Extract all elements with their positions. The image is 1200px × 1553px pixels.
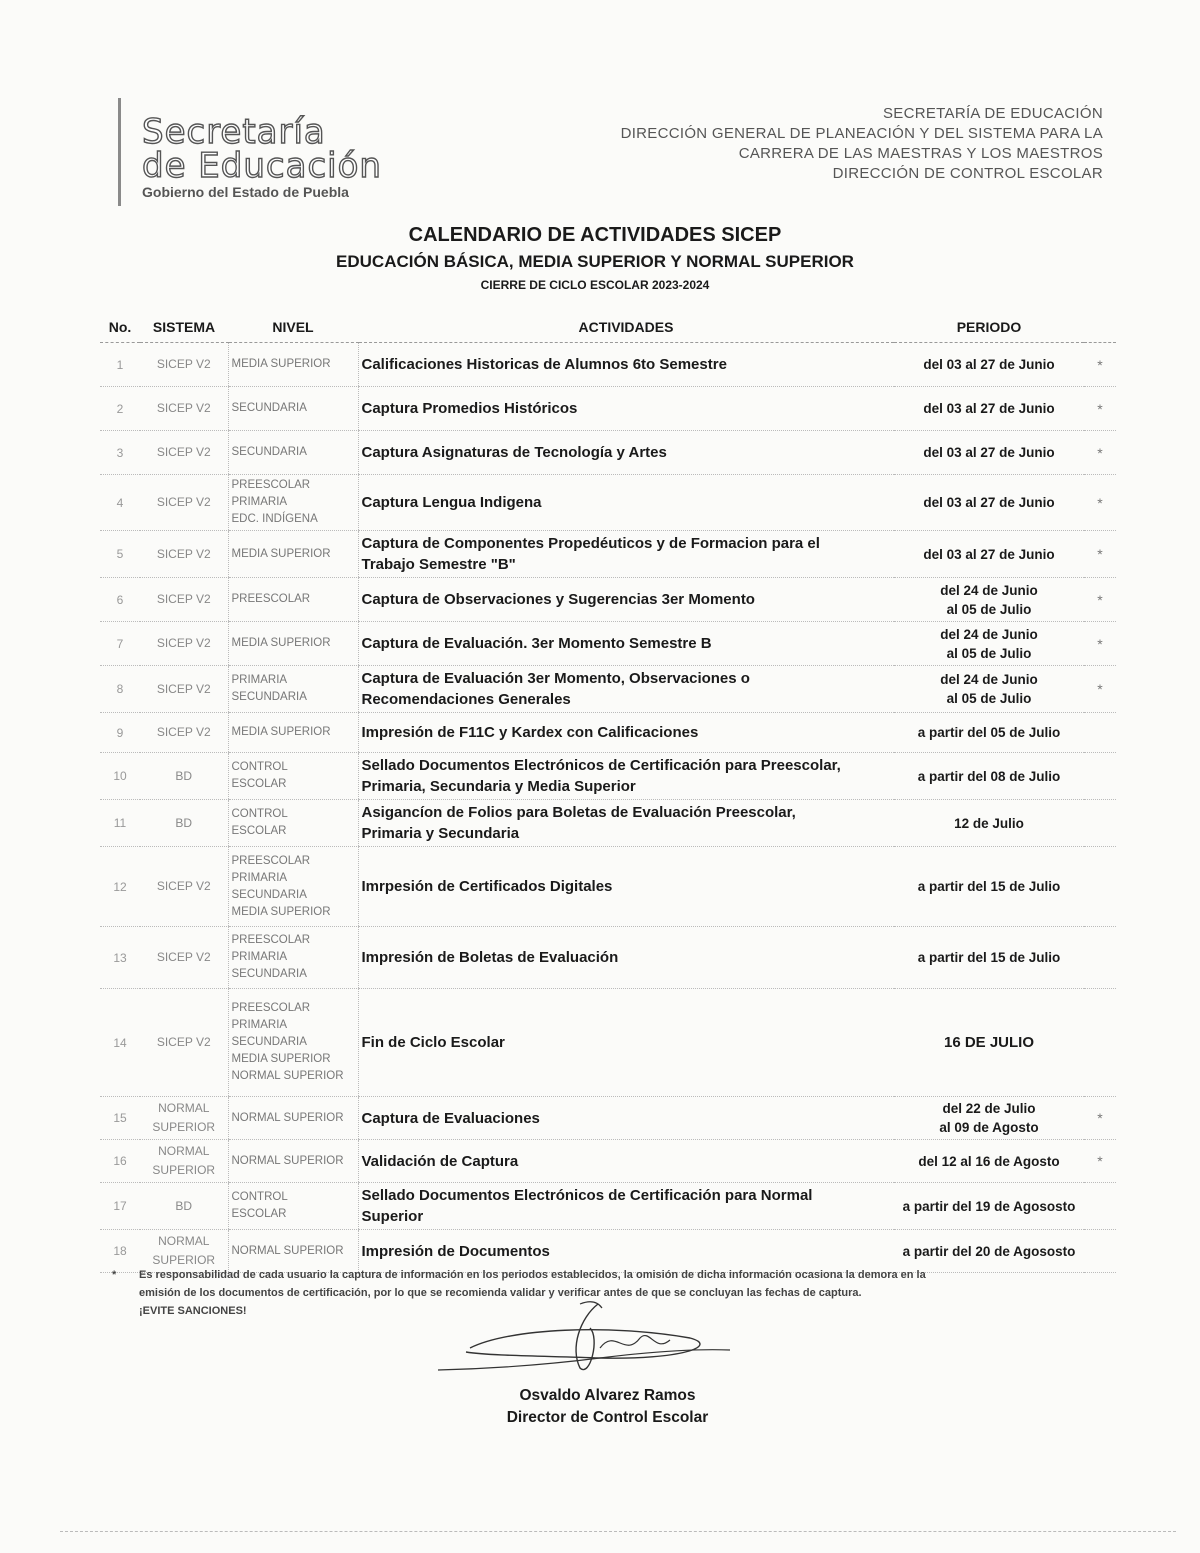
sistema-cell xyxy=(140,1097,228,1140)
activity-cell xyxy=(358,578,894,622)
activity-line: Sellado Documentos Electrónicos de Certificación para Normal xyxy=(361,1187,813,1204)
capture-mark: * xyxy=(1084,666,1116,713)
sistema-cell xyxy=(140,1140,228,1183)
sistema-cell xyxy=(140,431,228,475)
header-actividades: ACTIVIDADES xyxy=(358,312,894,343)
sistema-cell xyxy=(140,800,228,847)
period-cell xyxy=(894,622,1084,666)
table-body xyxy=(100,343,1116,1273)
row-number: 4 xyxy=(100,475,140,531)
issuing-office-header xyxy=(621,104,1103,184)
nivel-line: NORMAL SUPERIOR xyxy=(231,1154,344,1167)
logo-text-line3: Gobierno del Estado de Puebla xyxy=(142,184,349,200)
table-row xyxy=(100,847,1116,927)
period-cell xyxy=(894,531,1084,578)
sistema-line: SUPERIOR xyxy=(152,1120,216,1134)
header-no: No. xyxy=(100,312,140,343)
table-row xyxy=(100,431,1116,475)
nivel-line: SECUNDARIA xyxy=(231,888,307,901)
capture-mark: * xyxy=(1084,531,1116,578)
capture-mark: * xyxy=(1084,622,1116,666)
period-cell xyxy=(894,1097,1084,1140)
sistema-line: SICEP V2 xyxy=(156,879,211,893)
row-number: 14 xyxy=(100,989,140,1097)
signer-name: Osvaldo Alvarez Ramos xyxy=(519,1387,696,1404)
signer-title: Director de Control Escolar xyxy=(506,1409,709,1426)
period-line: a partir del 08 de Julio xyxy=(917,768,1061,784)
period-line: a partir del 15 de Julio xyxy=(917,950,1061,965)
nivel-cell xyxy=(228,1097,358,1140)
activity-line: Calificaciones Historicas de Alumnos 6to Semestre xyxy=(361,356,727,373)
sistema-line: SICEP V2 xyxy=(156,681,211,696)
nivel-cell xyxy=(228,927,358,989)
sistema-line: SICEP V2 xyxy=(156,1035,211,1049)
bottom-divider xyxy=(60,1531,1176,1532)
table-row xyxy=(100,343,1116,387)
nivel-line: SECUNDARIA xyxy=(231,402,307,414)
period-line: del 03 al 27 de Junio xyxy=(923,495,1055,510)
capture-mark: * xyxy=(1084,475,1116,531)
period-line: del 03 al 27 de Junio xyxy=(923,546,1055,562)
table-row xyxy=(100,531,1116,578)
activity-line: Captura de Evaluación 3er Momento, Observaciones o xyxy=(361,670,750,687)
period-line: al 05 de Julio xyxy=(946,645,1032,661)
nivel-line: PREESCOLAR xyxy=(231,1002,311,1014)
logo-text-line2: de Educación xyxy=(142,146,382,186)
sistema-line: SICEP V2 xyxy=(156,401,211,415)
period-line: a partir del 19 de Agososto xyxy=(902,1198,1076,1214)
period-line: del 22 de Julio xyxy=(942,1101,1036,1116)
nivel-line: PRIMARIA xyxy=(231,496,288,508)
period-line: del 24 de Junio xyxy=(940,626,1038,642)
logo-bar xyxy=(118,98,121,206)
nivel-cell xyxy=(228,1183,358,1230)
document-subtitle: EDUCACIÓN BÁSICA, MEDIA SUPERIOR Y NORMAL SUPERIOR xyxy=(336,252,854,271)
period-cell xyxy=(894,753,1084,800)
activity-line: Captura de Componentes Propedéuticos y de Formacion para el xyxy=(361,535,820,552)
nivel-cell xyxy=(228,847,358,927)
period-line: a partir del 15 de Julio xyxy=(917,879,1061,894)
nivel-cell xyxy=(228,800,358,847)
period-cell xyxy=(894,343,1084,387)
sistema-cell xyxy=(140,387,228,431)
activity-line: Captura Asignaturas de Tecnología y Artes xyxy=(361,444,667,461)
activity-cell xyxy=(358,927,894,989)
sistema-line: SICEP V2 xyxy=(156,495,211,509)
period-cell xyxy=(894,1140,1084,1183)
nivel-line: NORMAL SUPERIOR xyxy=(231,1244,344,1257)
header-sistema: SISTEMA xyxy=(140,312,228,343)
activity-line: Impresión de Boletas de Evaluación xyxy=(361,949,619,966)
period-line: del 24 de Junio xyxy=(940,582,1038,598)
activity-cell xyxy=(358,531,894,578)
header-periodo: PERIODO xyxy=(894,312,1084,343)
nivel-line: PREESCOLAR xyxy=(231,479,311,491)
table-row xyxy=(100,800,1116,847)
sistema-line: SUPERIOR xyxy=(152,1253,216,1267)
sistema-cell xyxy=(140,753,228,800)
activity-line: Recomendaciones Generales xyxy=(361,691,571,708)
period-line: del 03 al 27 de Junio xyxy=(923,401,1055,416)
document-title: CALENDARIO DE ACTIVIDADES SICEP xyxy=(408,224,782,246)
footnote-asterisk: * xyxy=(112,1269,117,1281)
sistema-cell xyxy=(140,531,228,578)
capture-mark xyxy=(1084,753,1116,800)
period-line: al 09 de Agosto xyxy=(939,1120,1039,1135)
nivel-cell xyxy=(228,666,358,713)
nivel-line: MEDIA SUPERIOR xyxy=(231,905,331,918)
period-cell xyxy=(894,1183,1084,1230)
nivel-line: MEDIA SUPERIOR xyxy=(231,637,331,649)
sistema-line: BD xyxy=(175,1198,193,1213)
row-number: 15 xyxy=(100,1097,140,1140)
table-row xyxy=(100,475,1116,531)
sistema-cell xyxy=(140,989,228,1097)
nivel-cell xyxy=(228,622,358,666)
nivel-line: MEDIA SUPERIOR xyxy=(231,726,331,738)
nivel-line: MEDIA SUPERIOR xyxy=(231,1053,331,1065)
period-cell xyxy=(894,666,1084,713)
handwritten-signature xyxy=(430,1298,740,1378)
activity-line: Impresión de F11C y Kardex con Calificaciones xyxy=(361,724,699,741)
nivel-line: SECUNDARIA xyxy=(231,691,307,703)
sistema-line: BD xyxy=(175,768,193,783)
capture-mark: * xyxy=(1084,1140,1116,1183)
sistema-cell xyxy=(140,343,228,387)
nivel-line: PREESCOLAR xyxy=(231,934,311,946)
footnote-line: Es responsabilidad de cada usuario la captura de información en los periodos establecidos, la omisión de dicha información ocasiona la demora en la xyxy=(139,1269,926,1281)
activity-line: Validación de Captura xyxy=(361,1152,519,1170)
sistema-line: SICEP V2 xyxy=(156,725,211,739)
period-cell xyxy=(894,927,1084,989)
row-number: 5 xyxy=(100,531,140,578)
nivel-line: CONTROL xyxy=(231,808,288,820)
nivel-line: PRIMARIA xyxy=(231,1019,288,1031)
sistema-line: SICEP V2 xyxy=(156,950,211,964)
header-line: SECRETARÍA DE EDUCACIÓN xyxy=(883,105,1103,122)
activity-cell xyxy=(358,1097,894,1140)
period-line: 16 DE JULIO xyxy=(943,1034,1035,1051)
activity-cell xyxy=(358,989,894,1097)
header-line: DIRECCIÓN GENERAL DE PLANEACIÓN Y DEL SISTEMA PARA LA xyxy=(620,125,1103,142)
sistema-line: BD xyxy=(175,815,193,830)
period-line: del 03 al 27 de Junio xyxy=(923,357,1055,372)
capture-mark: * xyxy=(1084,431,1116,475)
table-row xyxy=(100,1140,1116,1183)
period-cell xyxy=(894,713,1084,753)
row-number: 16 xyxy=(100,1140,140,1183)
activity-cell xyxy=(358,622,894,666)
row-number: 18 xyxy=(100,1230,140,1273)
nivel-line: PRIMARIA xyxy=(231,674,288,686)
nivel-line: ESCOLAR xyxy=(231,1208,287,1220)
capture-mark xyxy=(1084,847,1116,927)
sistema-cell xyxy=(140,622,228,666)
activity-line: Captura Lengua Indigena xyxy=(361,494,542,511)
sistema-line: NORMAL xyxy=(158,1234,210,1248)
activity-line: Captura de Evaluación. 3er Momento Semestre B xyxy=(361,635,712,652)
sistema-line: NORMAL xyxy=(158,1101,210,1115)
capture-mark xyxy=(1084,1183,1116,1230)
capture-mark xyxy=(1084,1230,1116,1273)
sistema-cell xyxy=(140,847,228,927)
row-number: 10 xyxy=(100,753,140,800)
period-cell xyxy=(894,800,1084,847)
school-cycle: CIERRE DE CICLO ESCOLAR 2023-2024 xyxy=(480,278,710,292)
nivel-line: PREESCOLAR xyxy=(231,854,311,867)
nivel-cell xyxy=(228,1140,358,1183)
sistema-line: SICEP V2 xyxy=(156,592,211,606)
capture-mark xyxy=(1084,713,1116,753)
capture-mark xyxy=(1084,800,1116,847)
activity-cell xyxy=(358,475,894,531)
row-number: 11 xyxy=(100,800,140,847)
header-mark xyxy=(1084,312,1116,343)
table-row xyxy=(100,1183,1116,1230)
header-nivel: NIVEL xyxy=(228,312,358,343)
row-number: 17 xyxy=(100,1183,140,1230)
capture-mark: * xyxy=(1084,387,1116,431)
nivel-line: CONTROL xyxy=(231,761,288,773)
table-row xyxy=(100,387,1116,431)
nivel-line: PRIMARIA xyxy=(231,871,288,884)
nivel-cell xyxy=(228,343,358,387)
nivel-cell xyxy=(228,753,358,800)
period-line: del 03 al 27 de Junio xyxy=(923,445,1055,460)
sistema-cell xyxy=(140,1183,228,1230)
capture-mark: * xyxy=(1084,343,1116,387)
table-row xyxy=(100,1097,1116,1140)
sistema-cell xyxy=(140,666,228,713)
nivel-line: NORMAL SUPERIOR xyxy=(231,1070,344,1082)
period-line: al 05 de Julio xyxy=(946,691,1032,706)
activity-cell xyxy=(358,1183,894,1230)
table-row xyxy=(100,713,1116,753)
sistema-cell xyxy=(140,713,228,753)
table-row xyxy=(100,578,1116,622)
period-line: a partir del 20 de Agososto xyxy=(902,1243,1076,1259)
nivel-line: PREESCOLAR xyxy=(231,593,311,605)
table-row xyxy=(100,927,1116,989)
period-cell xyxy=(894,431,1084,475)
nivel-line: SECUNDARIA xyxy=(231,1036,307,1048)
table-row xyxy=(100,753,1116,800)
period-cell xyxy=(894,989,1084,1097)
activity-line: Sellado Documentos Electrónicos de Certificación para Preescolar, xyxy=(361,757,841,774)
logo-text-line1: Secretaría xyxy=(142,112,326,152)
activity-cell xyxy=(358,847,894,927)
nivel-cell xyxy=(228,475,358,531)
period-line: del 12 al 16 de Agosto xyxy=(918,1153,1060,1169)
nivel-line: SECUNDARIA xyxy=(231,968,307,980)
activity-line: Captura Promedios Históricos xyxy=(361,400,578,417)
nivel-line: PRIMARIA xyxy=(231,951,288,963)
table-row xyxy=(100,989,1116,1097)
sistema-cell xyxy=(140,927,228,989)
activity-cell xyxy=(358,387,894,431)
activity-line: Superior xyxy=(361,1208,424,1225)
row-number: 2 xyxy=(100,387,140,431)
header-line: CARRERA DE LAS MAESTRAS Y LOS MAESTROS xyxy=(738,145,1103,162)
nivel-line: ESCOLAR xyxy=(231,778,287,790)
nivel-cell xyxy=(228,713,358,753)
activity-cell xyxy=(358,431,894,475)
period-line: 12 de Julio xyxy=(954,815,1024,831)
activity-line: Asigancíon de Folios para Boletas de Evaluación Preescolar, xyxy=(361,804,796,821)
activity-line: Captura de Evaluaciones xyxy=(361,1109,540,1127)
period-cell xyxy=(894,387,1084,431)
footnote-line: emisión de los documentos de certificación, por lo que se recomienda validar y verificar antes de que se concluyan las fechas de captura. xyxy=(139,1287,862,1299)
activity-line: Primaria y Secundaria xyxy=(361,825,520,842)
table-row xyxy=(100,666,1116,713)
nivel-cell xyxy=(228,531,358,578)
nivel-cell xyxy=(228,989,358,1097)
header-line: DIRECCIÓN DE CONTROL ESCOLAR xyxy=(832,165,1103,182)
nivel-line: SECUNDARIA xyxy=(231,446,307,458)
row-number: 9 xyxy=(100,713,140,753)
row-number: 13 xyxy=(100,927,140,989)
row-number: 6 xyxy=(100,578,140,622)
sistema-line: SUPERIOR xyxy=(152,1163,216,1177)
activity-cell xyxy=(358,343,894,387)
sistema-line: SICEP V2 xyxy=(156,357,211,371)
capture-mark xyxy=(1084,989,1116,1097)
footnote-line: ¡EVITE SANCIONES! xyxy=(139,1305,247,1317)
sistema-line: SICEP V2 xyxy=(156,445,211,459)
activity-cell xyxy=(358,1140,894,1183)
activity-cell xyxy=(358,800,894,847)
activity-line: Trabajo Semestre "B" xyxy=(361,556,516,573)
period-line: a partir del 05 de Julio xyxy=(917,725,1061,740)
row-number: 3 xyxy=(100,431,140,475)
nivel-line: MEDIA SUPERIOR xyxy=(231,358,331,370)
row-number: 1 xyxy=(100,343,140,387)
sistema-line: SICEP V2 xyxy=(156,546,211,561)
row-number: 7 xyxy=(100,622,140,666)
sistema-line: SICEP V2 xyxy=(156,636,211,650)
period-line: del 24 de Junio xyxy=(940,672,1038,687)
row-number: 8 xyxy=(100,666,140,713)
sistema-line: NORMAL xyxy=(158,1144,210,1158)
capture-mark: * xyxy=(1084,1097,1116,1140)
capture-mark: * xyxy=(1084,578,1116,622)
nivel-cell xyxy=(228,387,358,431)
activity-line: Fin de Ciclo Escolar xyxy=(361,1034,505,1051)
nivel-line: EDC. INDÍGENA xyxy=(231,513,318,525)
activity-line: Primaria, Secundaria y Media Superior xyxy=(361,778,636,795)
period-cell xyxy=(894,847,1084,927)
table-header-row xyxy=(100,312,1116,343)
activity-line: Captura de Observaciones y Sugerencias 3er Momento xyxy=(361,591,755,608)
activity-cell xyxy=(358,666,894,713)
sistema-cell xyxy=(140,578,228,622)
activity-cell xyxy=(358,713,894,753)
nivel-line: MEDIA SUPERIOR xyxy=(231,547,331,560)
period-cell xyxy=(894,475,1084,531)
nivel-line: CONTROL xyxy=(231,1191,288,1203)
nivel-cell xyxy=(228,578,358,622)
nivel-line: NORMAL SUPERIOR xyxy=(231,1111,344,1124)
row-number: 12 xyxy=(100,847,140,927)
nivel-cell xyxy=(228,431,358,475)
activity-cell xyxy=(358,753,894,800)
activities-table xyxy=(100,312,1116,1273)
period-line: al 05 de Julio xyxy=(946,601,1032,617)
nivel-line: ESCOLAR xyxy=(231,825,287,837)
capture-mark xyxy=(1084,927,1116,989)
sistema-cell xyxy=(140,475,228,531)
table-row xyxy=(100,622,1116,666)
period-cell xyxy=(894,578,1084,622)
activity-line: Impresión de Documentos xyxy=(361,1242,550,1260)
activity-line: Imrpesión de Certificados Digitales xyxy=(361,878,613,895)
